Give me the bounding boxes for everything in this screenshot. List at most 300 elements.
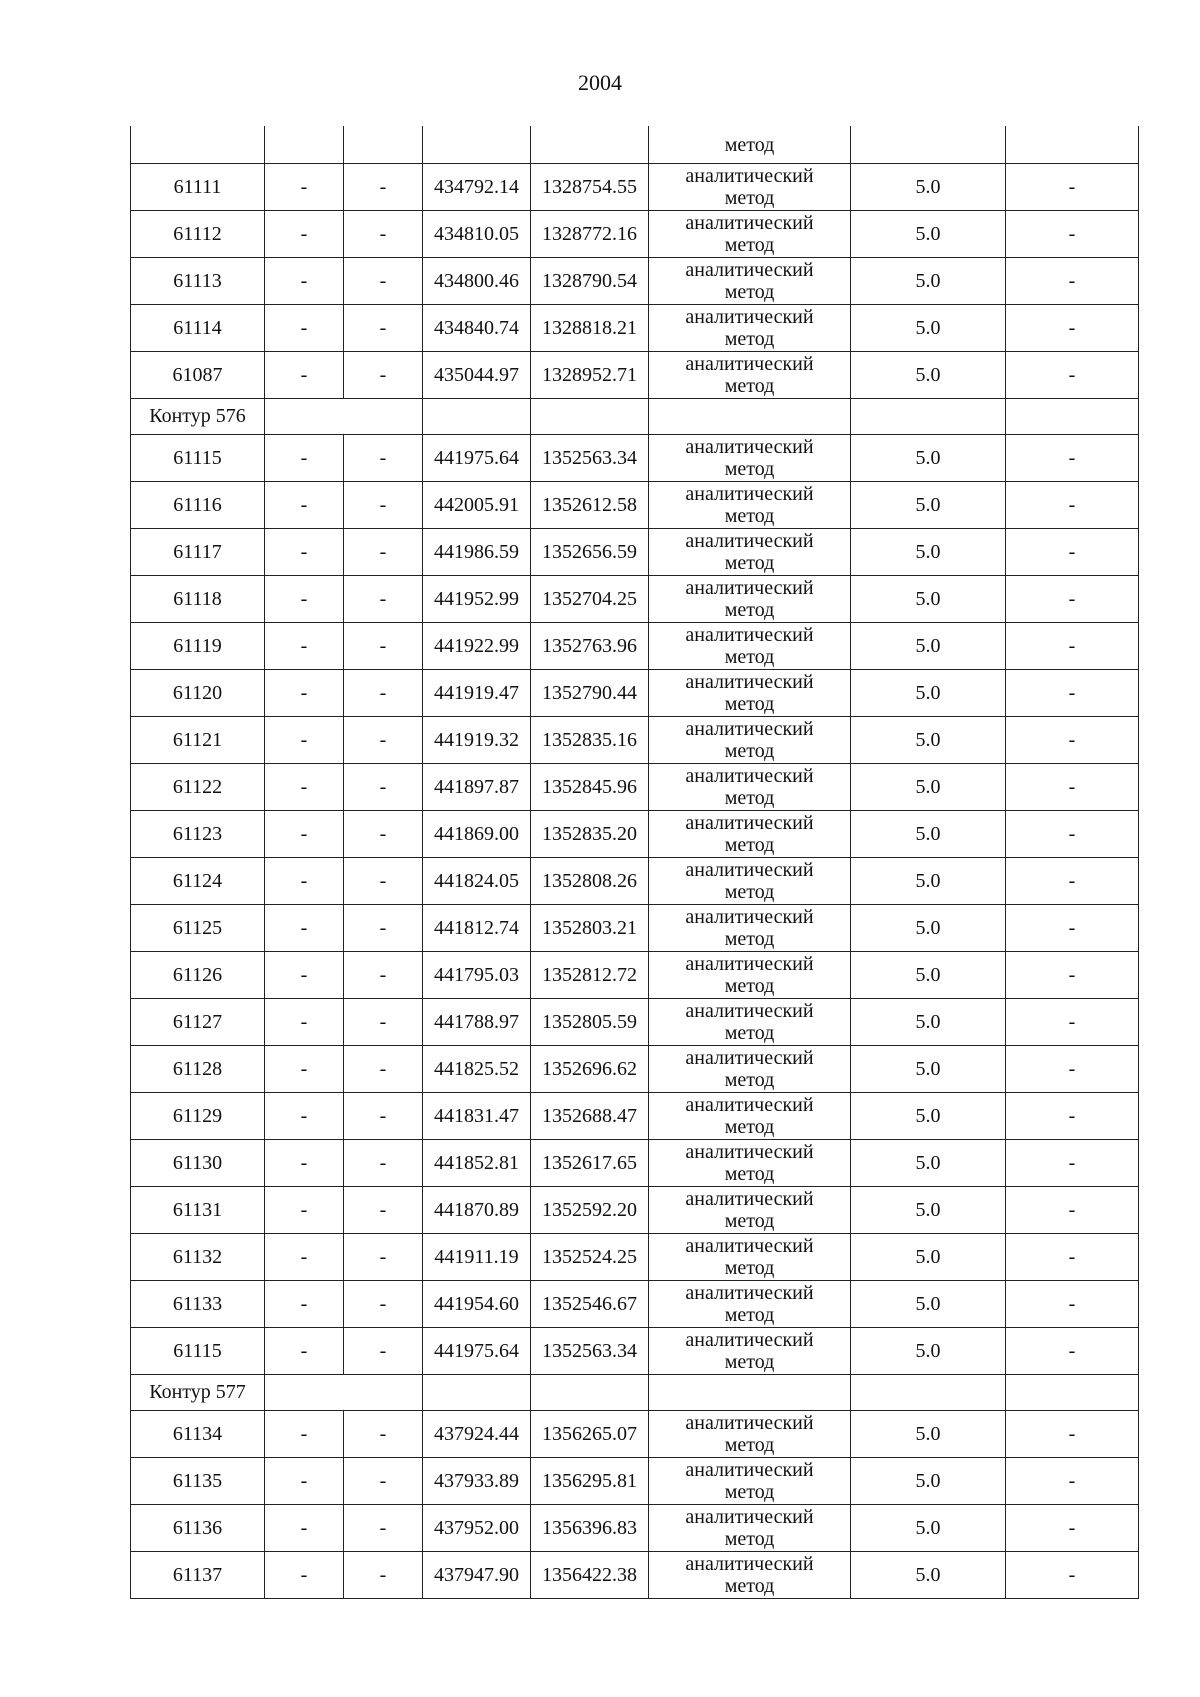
note: - — [1006, 1187, 1139, 1234]
point-number: 61124 — [131, 858, 265, 905]
method-line2: метод — [724, 375, 775, 397]
cell-empty — [1006, 399, 1139, 435]
method-line1: аналитический — [685, 1506, 814, 1528]
table-row — [131, 1458, 1139, 1505]
cell-empty — [531, 126, 649, 164]
cell-dash: - — [344, 1234, 423, 1281]
accuracy: 5.0 — [851, 670, 1006, 717]
coordinates-table — [130, 126, 1139, 1599]
method-line2: метод — [724, 187, 775, 209]
table-row — [131, 1093, 1139, 1140]
method-line2: метод — [724, 1481, 775, 1503]
table-row — [131, 1187, 1139, 1234]
method-line1: аналитический — [685, 1235, 814, 1257]
method-cell — [649, 999, 851, 1046]
method-cell — [649, 352, 851, 399]
cell-empty — [423, 126, 531, 164]
note: - — [1006, 529, 1139, 576]
method-cell — [649, 905, 851, 952]
accuracy: 5.0 — [851, 1234, 1006, 1281]
table-row — [131, 905, 1139, 952]
accuracy: 5.0 — [851, 1411, 1006, 1458]
point-number: 61121 — [131, 717, 265, 764]
point-number: 61132 — [131, 1234, 265, 1281]
table-row — [131, 1411, 1139, 1458]
method-line2: метод — [724, 328, 775, 350]
method-cell — [649, 811, 851, 858]
cell-dash: - — [344, 1411, 423, 1458]
method-cell — [649, 670, 851, 717]
method-cell — [649, 717, 851, 764]
table-row — [131, 435, 1139, 482]
method-line1: аналитический — [685, 353, 814, 375]
accuracy: 5.0 — [851, 1458, 1006, 1505]
method-cell — [649, 1140, 851, 1187]
coord-y: 1352617.65 — [531, 1140, 649, 1187]
note: - — [1006, 211, 1139, 258]
note: - — [1006, 1505, 1139, 1552]
method-line1: аналитический — [685, 953, 814, 975]
coord-y: 1352656.59 — [531, 529, 649, 576]
method-line2: метод — [724, 881, 775, 903]
method-line2: метод — [724, 834, 775, 856]
coord-x: 437924.44 — [423, 1411, 531, 1458]
point-number: 61119 — [131, 623, 265, 670]
accuracy: 5.0 — [851, 482, 1006, 529]
method-line2: метод — [724, 1022, 775, 1044]
cell-dash: - — [344, 1328, 423, 1375]
cell-dash: - — [344, 1458, 423, 1505]
method-line2: метод — [724, 1257, 775, 1279]
method-cell — [649, 1328, 851, 1375]
coord-x: 441975.64 — [423, 435, 531, 482]
method-cell — [649, 952, 851, 999]
contour-label: Контур 577 — [131, 1375, 265, 1411]
cell-dash: - — [344, 352, 423, 399]
cell-dash: - — [344, 576, 423, 623]
point-number: 61125 — [131, 905, 265, 952]
point-number: 61136 — [131, 1505, 265, 1552]
cell-empty — [265, 1375, 423, 1411]
cell-dash: - — [265, 905, 344, 952]
method-cell — [649, 623, 851, 670]
cell-empty — [1006, 126, 1139, 164]
coord-y: 1352688.47 — [531, 1093, 649, 1140]
coord-x: 441831.47 — [423, 1093, 531, 1140]
point-number: 61131 — [131, 1187, 265, 1234]
coord-x: 437952.00 — [423, 1505, 531, 1552]
method-line1: аналитический — [685, 1094, 814, 1116]
method-line2: метод — [724, 1528, 775, 1550]
cell-dash: - — [265, 1046, 344, 1093]
cell-dash: - — [344, 258, 423, 305]
method-line1: аналитический — [685, 1329, 814, 1351]
cell-dash: - — [265, 764, 344, 811]
coord-y: 1356295.81 — [531, 1458, 649, 1505]
table-row — [131, 952, 1139, 999]
note: - — [1006, 952, 1139, 999]
coord-y: 1352563.34 — [531, 435, 649, 482]
point-number: 61135 — [131, 1458, 265, 1505]
note: - — [1006, 1328, 1139, 1375]
cell-dash: - — [344, 952, 423, 999]
note: - — [1006, 1234, 1139, 1281]
cell-empty — [851, 126, 1006, 164]
method-line2: метод — [724, 234, 775, 256]
accuracy: 5.0 — [851, 858, 1006, 905]
note: - — [1006, 1140, 1139, 1187]
cell-dash: - — [344, 1140, 423, 1187]
method-cell — [649, 858, 851, 905]
coord-y: 1352696.62 — [531, 1046, 649, 1093]
method-cell — [649, 1187, 851, 1234]
cell-empty — [1006, 1375, 1139, 1411]
note: - — [1006, 1411, 1139, 1458]
coord-y: 1328754.55 — [531, 164, 649, 211]
accuracy: 5.0 — [851, 164, 1006, 211]
table-row — [131, 482, 1139, 529]
coord-y: 1352704.25 — [531, 576, 649, 623]
coord-y: 1352790.44 — [531, 670, 649, 717]
cell-dash: - — [265, 211, 344, 258]
coord-x: 441869.00 — [423, 811, 531, 858]
note: - — [1006, 1552, 1139, 1599]
table-row — [131, 811, 1139, 858]
note: - — [1006, 858, 1139, 905]
cell-dash: - — [344, 164, 423, 211]
coord-x: 437933.89 — [423, 1458, 531, 1505]
accuracy: 5.0 — [851, 305, 1006, 352]
table-row — [131, 858, 1139, 905]
cell-dash: - — [265, 1458, 344, 1505]
table-row — [131, 164, 1139, 211]
accuracy: 5.0 — [851, 764, 1006, 811]
table-row — [131, 717, 1139, 764]
method-cell — [649, 1234, 851, 1281]
cell-dash: - — [265, 1234, 344, 1281]
contour-label: Контур 576 — [131, 399, 265, 435]
cell-dash: - — [265, 482, 344, 529]
accuracy: 5.0 — [851, 1046, 1006, 1093]
cell-empty — [344, 126, 423, 164]
method-line1: аналитический — [685, 165, 814, 187]
cell-dash: - — [265, 258, 344, 305]
method-cell — [649, 305, 851, 352]
accuracy: 5.0 — [851, 435, 1006, 482]
method-line1: аналитический — [685, 1000, 814, 1022]
coord-x: 441952.99 — [423, 576, 531, 623]
point-number: 61120 — [131, 670, 265, 717]
accuracy: 5.0 — [851, 717, 1006, 764]
coord-x: 434840.74 — [423, 305, 531, 352]
method-line1: аналитический — [685, 1047, 814, 1069]
coord-x: 441919.47 — [423, 670, 531, 717]
coord-y: 1356422.38 — [531, 1552, 649, 1599]
cell-dash: - — [265, 1093, 344, 1140]
note: - — [1006, 435, 1139, 482]
point-number: 61111 — [131, 164, 265, 211]
note: - — [1006, 1046, 1139, 1093]
cell-dash: - — [344, 1187, 423, 1234]
coord-y: 1328818.21 — [531, 305, 649, 352]
coord-x: 442005.91 — [423, 482, 531, 529]
cell-empty — [265, 126, 344, 164]
point-number: 61117 — [131, 529, 265, 576]
table-row — [131, 999, 1139, 1046]
cell-dash: - — [265, 1411, 344, 1458]
coord-x: 437947.90 — [423, 1552, 531, 1599]
cell-dash: - — [344, 482, 423, 529]
cell-empty — [649, 399, 851, 435]
point-number: 61133 — [131, 1281, 265, 1328]
coord-x: 435044.97 — [423, 352, 531, 399]
coord-y: 1328772.16 — [531, 211, 649, 258]
point-number: 61115 — [131, 1328, 265, 1375]
cell-dash: - — [265, 1328, 344, 1375]
method-line2: метод — [724, 787, 775, 809]
cell-dash: - — [344, 670, 423, 717]
table-row — [131, 258, 1139, 305]
cell-empty — [423, 1375, 531, 1411]
point-number: 61123 — [131, 811, 265, 858]
method-cell — [649, 258, 851, 305]
cell-dash: - — [344, 1046, 423, 1093]
cell-dash: - — [344, 1505, 423, 1552]
method-line2: метод — [724, 458, 775, 480]
coord-y: 1352803.21 — [531, 905, 649, 952]
table-row — [131, 1234, 1139, 1281]
method-cell — [649, 1411, 851, 1458]
coord-y: 1352835.20 — [531, 811, 649, 858]
note: - — [1006, 764, 1139, 811]
coord-y: 1352612.58 — [531, 482, 649, 529]
method-line2: метод — [724, 928, 775, 950]
method-cell — [649, 1458, 851, 1505]
method-line2: метод — [724, 1304, 775, 1326]
cell-dash: - — [265, 435, 344, 482]
coord-y: 1356265.07 — [531, 1411, 649, 1458]
table-row — [131, 623, 1139, 670]
cell-dash: - — [344, 305, 423, 352]
coord-x: 441986.59 — [423, 529, 531, 576]
method-line2: метод — [724, 281, 775, 303]
method-line2: метод — [724, 1163, 775, 1185]
cell-dash: - — [265, 952, 344, 999]
coord-y: 1352763.96 — [531, 623, 649, 670]
method-cell — [649, 764, 851, 811]
point-number: 61113 — [131, 258, 265, 305]
contour-header-row — [131, 1375, 1139, 1411]
accuracy: 5.0 — [851, 623, 1006, 670]
table-row — [131, 1281, 1139, 1328]
accuracy: 5.0 — [851, 811, 1006, 858]
coord-x: 434810.05 — [423, 211, 531, 258]
method-line1: аналитический — [685, 812, 814, 834]
table-row — [131, 211, 1139, 258]
method-line1: аналитический — [685, 765, 814, 787]
note: - — [1006, 999, 1139, 1046]
point-number: 61134 — [131, 1411, 265, 1458]
table-row — [131, 576, 1139, 623]
method-cell — [649, 164, 851, 211]
method-line2: метод — [724, 1116, 775, 1138]
method-line2: метод — [724, 599, 775, 621]
note: - — [1006, 905, 1139, 952]
accuracy: 5.0 — [851, 211, 1006, 258]
table-row — [131, 305, 1139, 352]
cell-dash: - — [265, 1552, 344, 1599]
method-line1: аналитический — [685, 1141, 814, 1163]
point-number: 61128 — [131, 1046, 265, 1093]
cell-dash: - — [344, 529, 423, 576]
cell-dash: - — [265, 670, 344, 717]
cell-dash: - — [265, 164, 344, 211]
accuracy: 5.0 — [851, 1328, 1006, 1375]
table-row — [131, 1328, 1139, 1375]
coord-x: 441852.81 — [423, 1140, 531, 1187]
method-cell — [649, 576, 851, 623]
coord-x: 441812.74 — [423, 905, 531, 952]
coord-y: 1352805.59 — [531, 999, 649, 1046]
cell-dash: - — [344, 435, 423, 482]
cell-dash: - — [344, 858, 423, 905]
cell-dash: - — [344, 905, 423, 952]
method-line2: метод — [724, 1575, 775, 1597]
method-line2: метод — [724, 1210, 775, 1232]
method-line1: аналитический — [685, 577, 814, 599]
note: - — [1006, 670, 1139, 717]
method-line2: метод — [724, 646, 775, 668]
cell-empty — [851, 1375, 1006, 1411]
method-line1: аналитический — [685, 1412, 814, 1434]
point-number: 61126 — [131, 952, 265, 999]
cell-dash: - — [265, 1281, 344, 1328]
page-number: 2004 — [578, 70, 622, 95]
cell-dash: - — [344, 717, 423, 764]
cell-empty — [423, 399, 531, 435]
cell-dash: - — [265, 1140, 344, 1187]
coord-y: 1352845.96 — [531, 764, 649, 811]
method-line1: аналитический — [685, 671, 814, 693]
note: - — [1006, 258, 1139, 305]
coord-x: 434792.14 — [423, 164, 531, 211]
coord-y: 1328790.54 — [531, 258, 649, 305]
method-cell — [649, 1505, 851, 1552]
cell-empty — [531, 1375, 649, 1411]
method-line1: аналитический — [685, 1188, 814, 1210]
accuracy: 5.0 — [851, 1187, 1006, 1234]
cell-dash: - — [265, 1505, 344, 1552]
method-line1: аналитический — [685, 1553, 814, 1575]
method-line1: аналитический — [685, 306, 814, 328]
continuation-row — [131, 126, 1139, 164]
accuracy: 5.0 — [851, 576, 1006, 623]
point-number: 61087 — [131, 352, 265, 399]
note: - — [1006, 623, 1139, 670]
cell-dash: - — [265, 1187, 344, 1234]
method-line2: метод — [724, 740, 775, 762]
note: - — [1006, 576, 1139, 623]
coord-y: 1352808.26 — [531, 858, 649, 905]
accuracy: 5.0 — [851, 529, 1006, 576]
cell-empty — [131, 126, 265, 164]
note: - — [1006, 164, 1139, 211]
coord-x: 441788.97 — [423, 999, 531, 1046]
method-line1: аналитический — [685, 624, 814, 646]
method-line1: аналитический — [685, 1282, 814, 1304]
coord-x: 434800.46 — [423, 258, 531, 305]
accuracy: 5.0 — [851, 1140, 1006, 1187]
method-line1: аналитический — [685, 212, 814, 234]
method-line2: метод — [724, 693, 775, 715]
coord-x: 441870.89 — [423, 1187, 531, 1234]
note: - — [1006, 1458, 1139, 1505]
cell-dash: - — [344, 1552, 423, 1599]
note: - — [1006, 352, 1139, 399]
coord-x: 441897.87 — [423, 764, 531, 811]
accuracy: 5.0 — [851, 1552, 1006, 1599]
cell-dash: - — [265, 811, 344, 858]
cell-empty — [265, 399, 423, 435]
coord-x: 441795.03 — [423, 952, 531, 999]
method-line2: метод — [724, 1434, 775, 1456]
coord-y: 1352563.34 — [531, 1328, 649, 1375]
method-cell: метод — [649, 126, 851, 164]
cell-dash: - — [344, 1093, 423, 1140]
coord-x: 441825.52 — [423, 1046, 531, 1093]
accuracy: 5.0 — [851, 352, 1006, 399]
note: - — [1006, 305, 1139, 352]
contour-header-row — [131, 399, 1139, 435]
method-line1: аналитический — [685, 530, 814, 552]
method-cell — [649, 1552, 851, 1599]
coord-x: 441919.32 — [423, 717, 531, 764]
method-cell — [649, 1281, 851, 1328]
accuracy: 5.0 — [851, 999, 1006, 1046]
method-line1: аналитический — [685, 906, 814, 928]
coord-x: 441824.05 — [423, 858, 531, 905]
accuracy: 5.0 — [851, 258, 1006, 305]
method-cell — [649, 435, 851, 482]
cell-dash: - — [265, 352, 344, 399]
point-number: 61129 — [131, 1093, 265, 1140]
coord-y: 1352835.16 — [531, 717, 649, 764]
accuracy: 5.0 — [851, 905, 1006, 952]
coord-x: 441954.60 — [423, 1281, 531, 1328]
coord-y: 1356396.83 — [531, 1505, 649, 1552]
method-cell — [649, 482, 851, 529]
method-line1: аналитический — [685, 718, 814, 740]
cell-dash: - — [265, 529, 344, 576]
coord-y: 1352592.20 — [531, 1187, 649, 1234]
point-number: 61115 — [131, 435, 265, 482]
note: - — [1006, 1281, 1139, 1328]
accuracy: 5.0 — [851, 1505, 1006, 1552]
cell-dash: - — [265, 858, 344, 905]
method-line1: аналитический — [685, 483, 814, 505]
point-number: 61116 — [131, 482, 265, 529]
coord-y: 1352812.72 — [531, 952, 649, 999]
note: - — [1006, 717, 1139, 764]
cell-dash: - — [344, 623, 423, 670]
table-row — [131, 764, 1139, 811]
table-row — [131, 1140, 1139, 1187]
cell-dash: - — [265, 999, 344, 1046]
table-row — [131, 529, 1139, 576]
method-line1: аналитический — [685, 436, 814, 458]
coord-y: 1352546.67 — [531, 1281, 649, 1328]
point-number: 61130 — [131, 1140, 265, 1187]
